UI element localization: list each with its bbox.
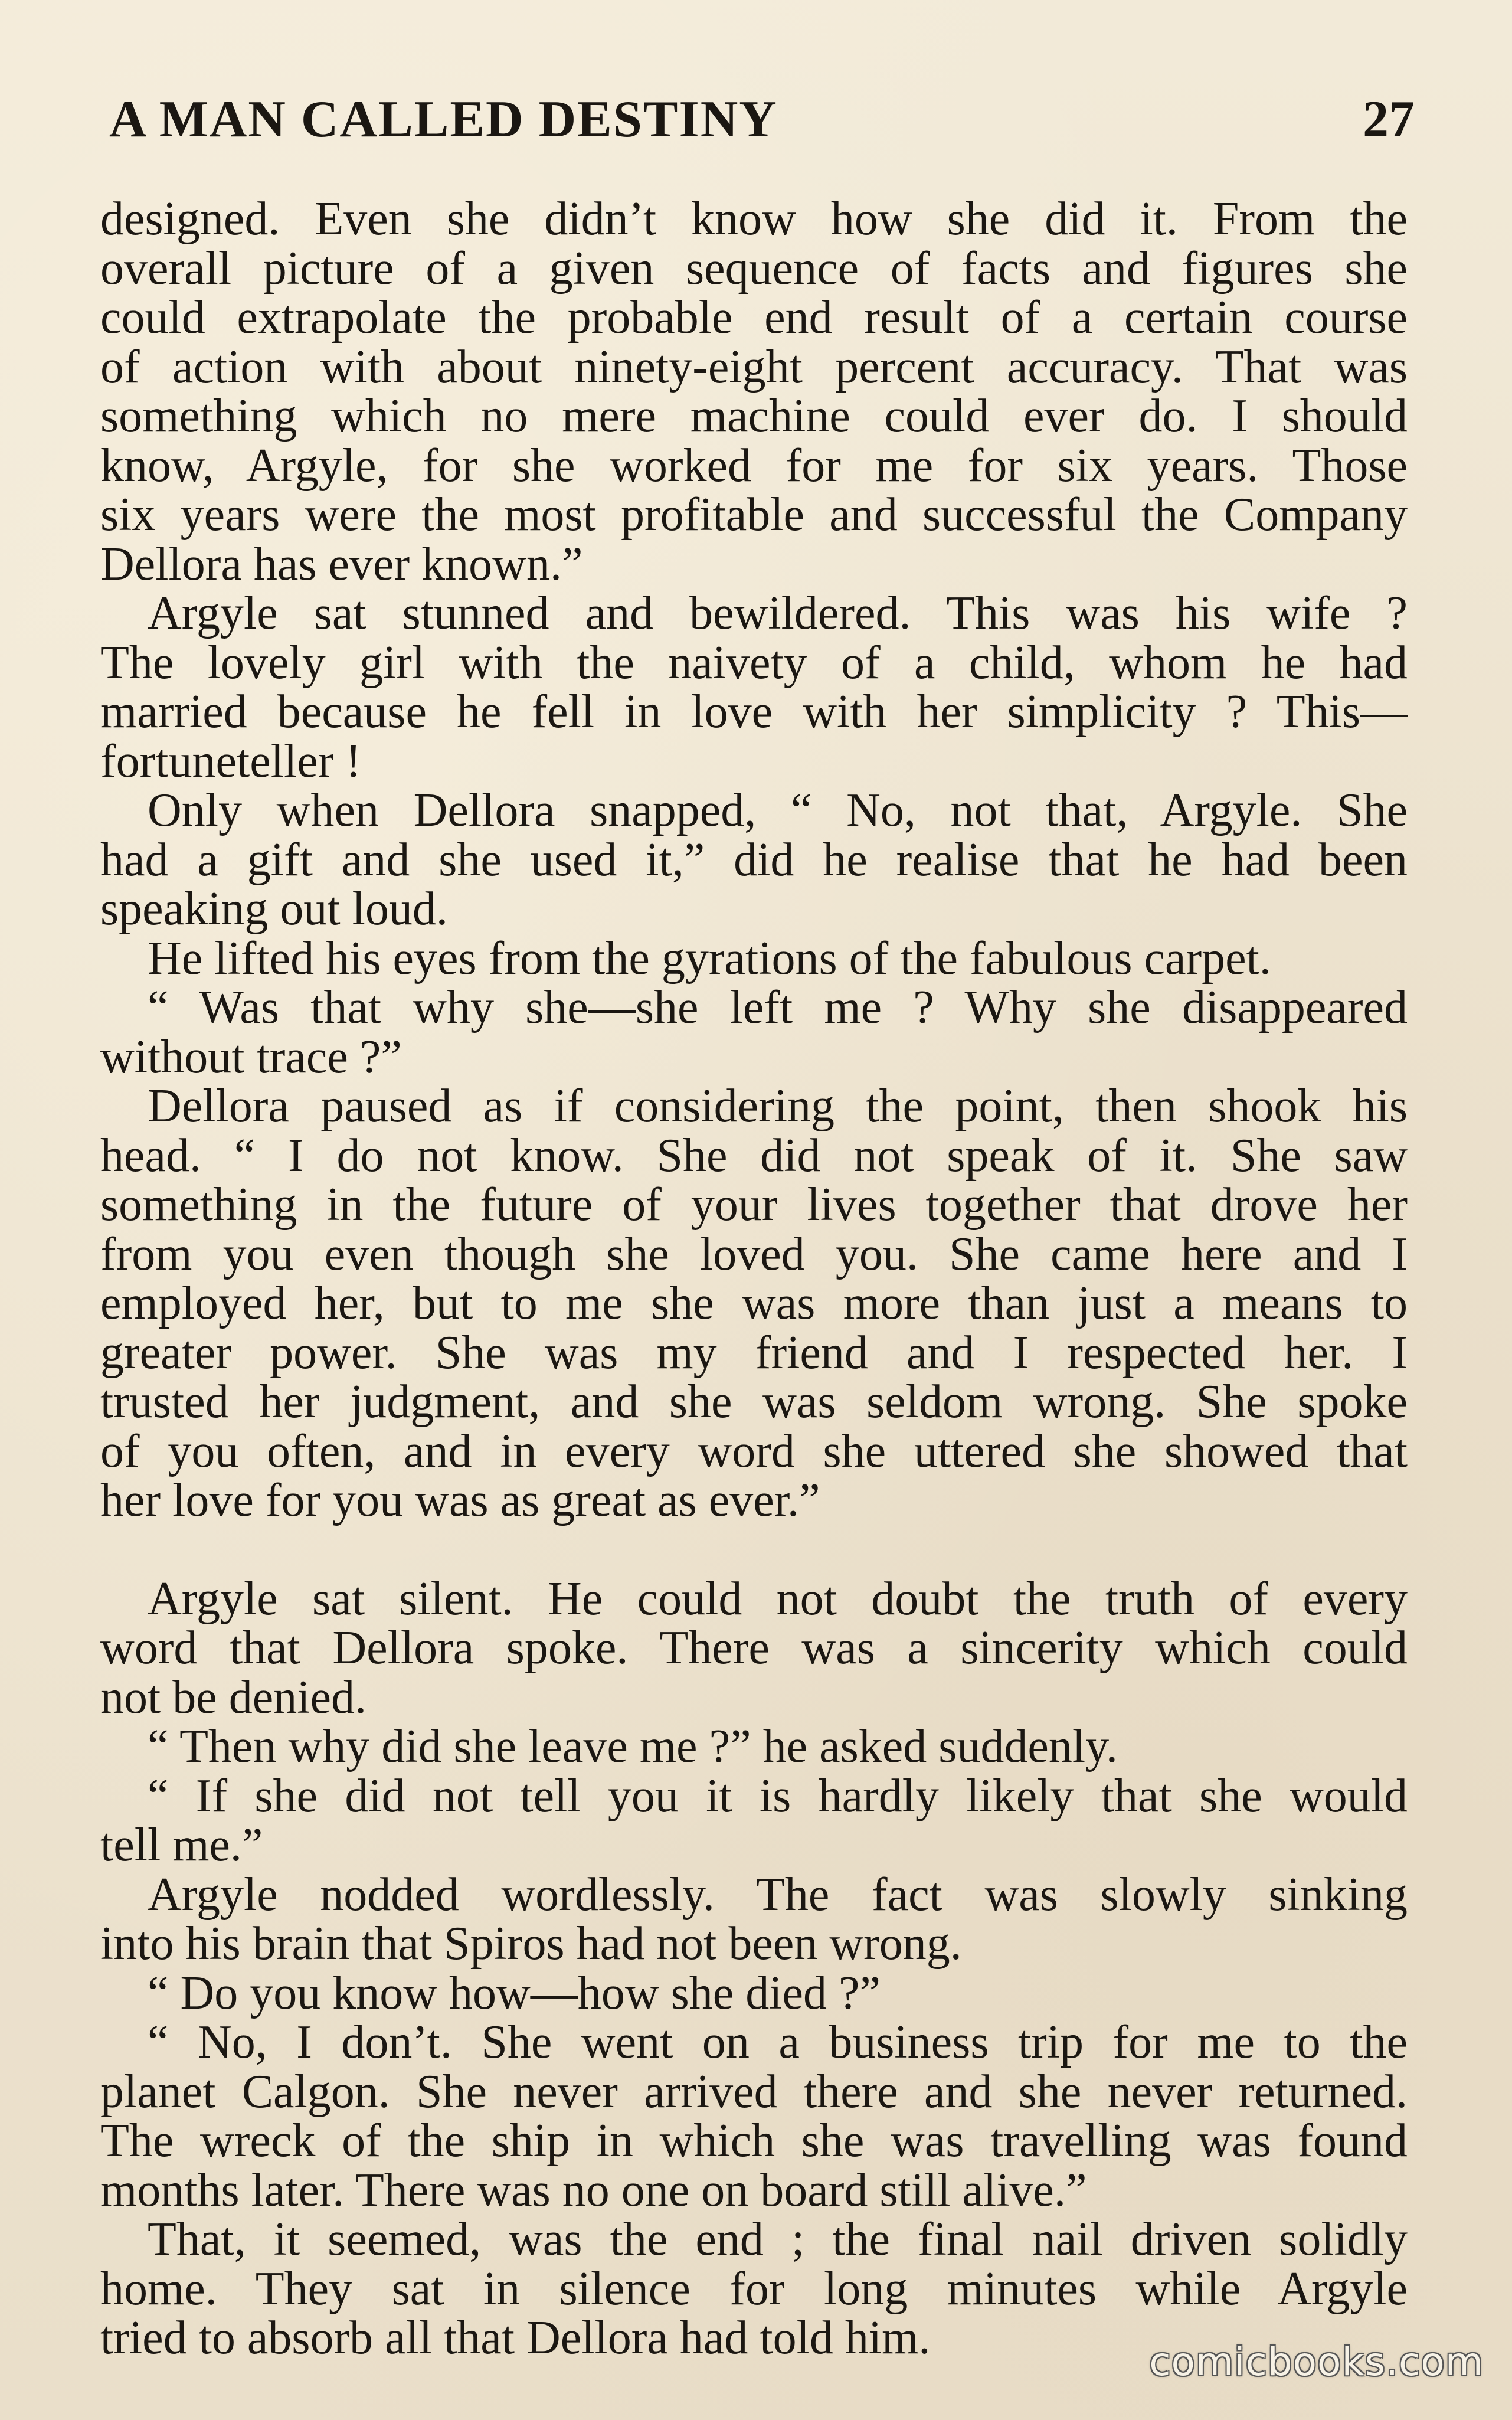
paragraph (100, 1082, 1408, 1526)
text-line: know, Argyle, for she worked for me for six years. Those (100, 439, 1408, 492)
text-line: greater power. She was my friend and I respected her. I (100, 1326, 1408, 1379)
text-line: designed. Even she didn’t know how she did it. From the (100, 193, 1408, 245)
text-line: “ Do you know how—how she died ?” (148, 1967, 881, 2019)
text-line: not be denied. (100, 1671, 366, 1724)
body-text (100, 195, 1408, 2363)
text-line: speaking out loud. (100, 883, 448, 935)
text-line: Dellora paused as if considering the point, then shook his (148, 1080, 1408, 1132)
paragraph (100, 1722, 1408, 1772)
text-line: “ Was that why she—she left me ? Why she disappeared (148, 982, 1408, 1034)
text-line: tried to absorb all that Dellora had told him. (100, 2312, 931, 2364)
page-number: 27 (1363, 91, 1415, 148)
paragraph (100, 589, 1408, 786)
text-line: Argyle nodded wordlessly. The fact was slowly sinking (148, 1868, 1408, 1921)
text-line: could extrapolate the probable end result of a certain course (100, 292, 1408, 344)
paragraph (100, 934, 1408, 984)
running-title: A MAN CALLED DESTINY (109, 91, 778, 148)
text-line: months later. There was no one on board still alive.” (100, 2164, 1087, 2216)
text-line: head. “ I do not know. She did not speak of it. She saw (100, 1129, 1408, 1182)
text-line: of you often, and in every word she uttered she showed that (100, 1425, 1408, 1477)
text-line: something in the future of your lives together that drove her (100, 1179, 1408, 1231)
text-line: overall picture of a given sequence of facts and figures she (100, 242, 1408, 295)
paragraph (100, 1572, 1408, 1724)
text-line: married because he fell in love with her simplicity ? This— (100, 686, 1408, 738)
text-line: six years were the most profitable and successful the Company (100, 489, 1408, 541)
text-line: home. They sat in silence for long minutes while Argyle (100, 2262, 1408, 2315)
paragraph (100, 1772, 1408, 1870)
text-line: The wreck of the ship in which she was travelling was found (100, 2115, 1408, 2167)
text-line: He lifted his eyes from the gyrations of the fabulous carpet. (148, 932, 1271, 985)
text-line: trusted her judgment, and she was seldom wrong. She spoke (100, 1376, 1408, 1428)
text-line: Argyle sat stunned and bewildered. This was his wife ? (148, 587, 1408, 639)
text-line: “ No, I don’t. She went on a business trip for me to the (148, 2016, 1408, 2068)
text-line: tell me.” (100, 1819, 263, 1871)
paragraph (100, 786, 1408, 934)
text-line: into his brain that Spiros had not been wrong. (100, 1918, 962, 1970)
text-line: “ Then why did she leave me ?” he asked suddenly. (148, 1721, 1118, 1773)
text-line: Only when Dellora snapped, “ No, not that, Argyle. She (148, 784, 1408, 836)
text-line: The lovely girl with the naivety of a child, whom he had (100, 636, 1408, 689)
paragraph (100, 983, 1408, 1082)
paragraph (100, 195, 1408, 589)
section-break (100, 1526, 1408, 1575)
text-line: planet Calgon. She never arrived there and she never returned. (100, 2065, 1408, 2118)
text-line: of action with about ninety-eight percent accuracy. That was (100, 341, 1408, 393)
text-line: something which no mere machine could ever do. I should (100, 390, 1408, 442)
paragraph (100, 2018, 1408, 2215)
paragraph (100, 1969, 1408, 2019)
text-line: had a gift and she used it,” did he realise that he had been (100, 833, 1408, 886)
text-line: word that Dellora spoke. There was a sincerity which could (100, 1622, 1408, 1674)
text-line: That, it seemed, was the end ; the final nail driven solidly (148, 2213, 1408, 2265)
watermark: comicbooks.com (1149, 2339, 1484, 2385)
text-line: her love for you was as great as ever.” (100, 1474, 820, 1526)
text-line: Argyle sat silent. He could not doubt the truth of every (148, 1572, 1408, 1625)
text-line: “ If she did not tell you it is hardly likely that she would (148, 1770, 1408, 1822)
text-line: from you even though she loved you. She came here and I (100, 1228, 1408, 1280)
text-line: without trace ?” (100, 1031, 402, 1083)
paragraph (100, 1870, 1408, 1969)
text-line: Dellora has ever known.” (100, 538, 583, 590)
text-line: fortuneteller ! (100, 735, 361, 787)
text-line: employed her, but to me she was more than just a means to (100, 1277, 1408, 1329)
